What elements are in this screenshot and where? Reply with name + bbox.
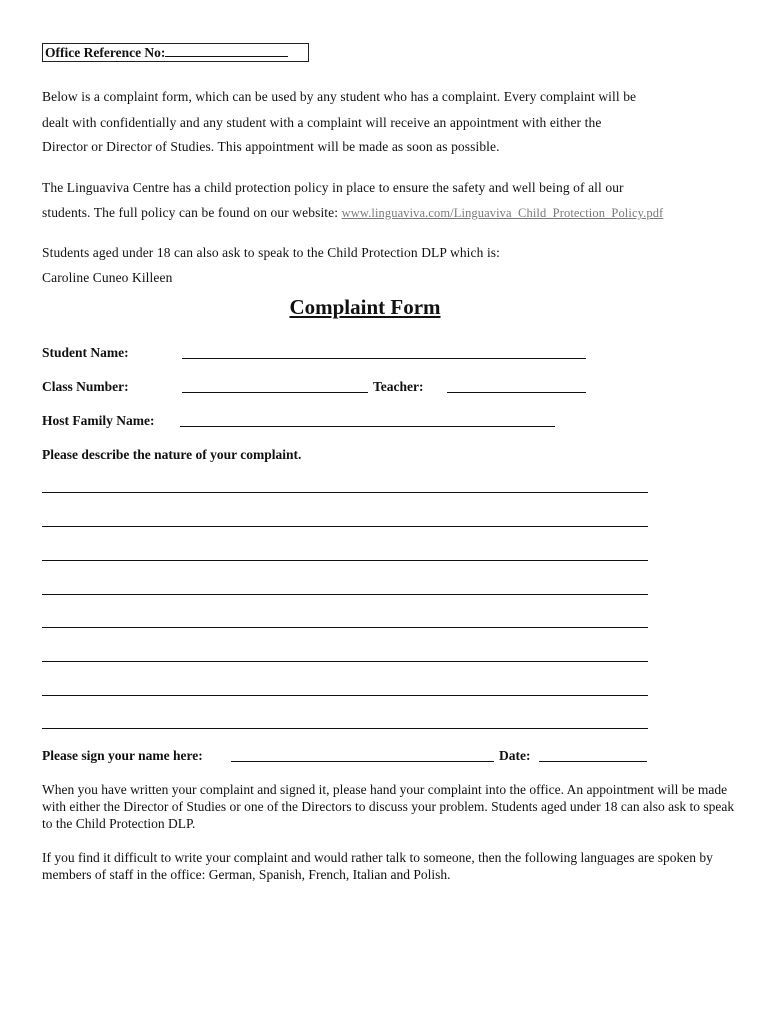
signature-field[interactable] xyxy=(231,761,494,762)
office-reference-label: Office Reference No: xyxy=(45,45,166,60)
complaint-line-6[interactable] xyxy=(42,661,648,662)
teacher-label: Teacher: xyxy=(373,379,424,394)
class-number-label: Class Number: xyxy=(42,379,129,394)
dlp-name: Caroline Cuneo Killeen xyxy=(42,270,173,285)
closing-paragraph-1: When you have written your complaint and signed it, please hand your complaint into the office. An appointment will be made with either the Director of Studies or one of the Directors to discuss your problem. Students aged under 18 can also ask to speak to the Child Protection DLP. xyxy=(42,782,735,831)
policy-link[interactable]: www.linguaviva.com/Linguaviva_Child_Protection_Policy.pdf xyxy=(341,206,664,220)
complaint-line-1[interactable] xyxy=(42,492,648,493)
office-reference-fill-line[interactable] xyxy=(165,44,288,57)
sign-label: Please sign your name here: xyxy=(42,748,203,763)
intro-line-2: dealt with confidentially and any student with a complaint will receive an appointment with either the xyxy=(42,115,602,130)
date-label: Date: xyxy=(499,748,531,763)
host-family-label: Host Family Name: xyxy=(42,413,155,428)
class-number-field[interactable] xyxy=(182,392,368,393)
intro-line-3: Director or Director of Studies. This appointment will be made as soon as possible. xyxy=(42,139,500,154)
complaint-line-4[interactable] xyxy=(42,594,648,595)
host-family-field[interactable] xyxy=(180,426,555,427)
date-field[interactable] xyxy=(539,761,647,762)
student-name-label: Student Name: xyxy=(42,345,129,360)
student-name-field[interactable] xyxy=(182,358,586,359)
complaint-line-8[interactable] xyxy=(42,728,648,729)
complaint-line-7[interactable] xyxy=(42,695,648,696)
describe-label: Please describe the nature of your complaint. xyxy=(42,447,302,462)
form-title-text: Complaint Form xyxy=(289,295,441,319)
complaint-line-3[interactable] xyxy=(42,560,648,561)
complaint-line-5[interactable] xyxy=(42,627,648,628)
intro-line-1: Below is a complaint form, which can be used by any student who has a complaint. Every complaint will be xyxy=(42,89,637,104)
policy-line-2-text: students. The full policy can be found on our website: xyxy=(42,205,342,220)
closing-paragraph-2: If you find it difficult to write your complaint and would rather talk to someone, then the following languages are spoken by members of staff in the office: German, Spanish, French, Italian and Polish. xyxy=(42,850,713,882)
policy-line-2 xyxy=(42,205,663,221)
complaint-line-2[interactable] xyxy=(42,526,648,527)
dlp-line: Students aged under 18 can also ask to speak to the Child Protection DLP which is: xyxy=(42,245,501,260)
policy-line-1: The Linguaviva Centre has a child protection policy in place to ensure the safety and well being of all our xyxy=(42,180,624,195)
form-title xyxy=(0,295,770,320)
teacher-field[interactable] xyxy=(447,392,586,393)
office-reference-box[interactable] xyxy=(42,43,309,62)
